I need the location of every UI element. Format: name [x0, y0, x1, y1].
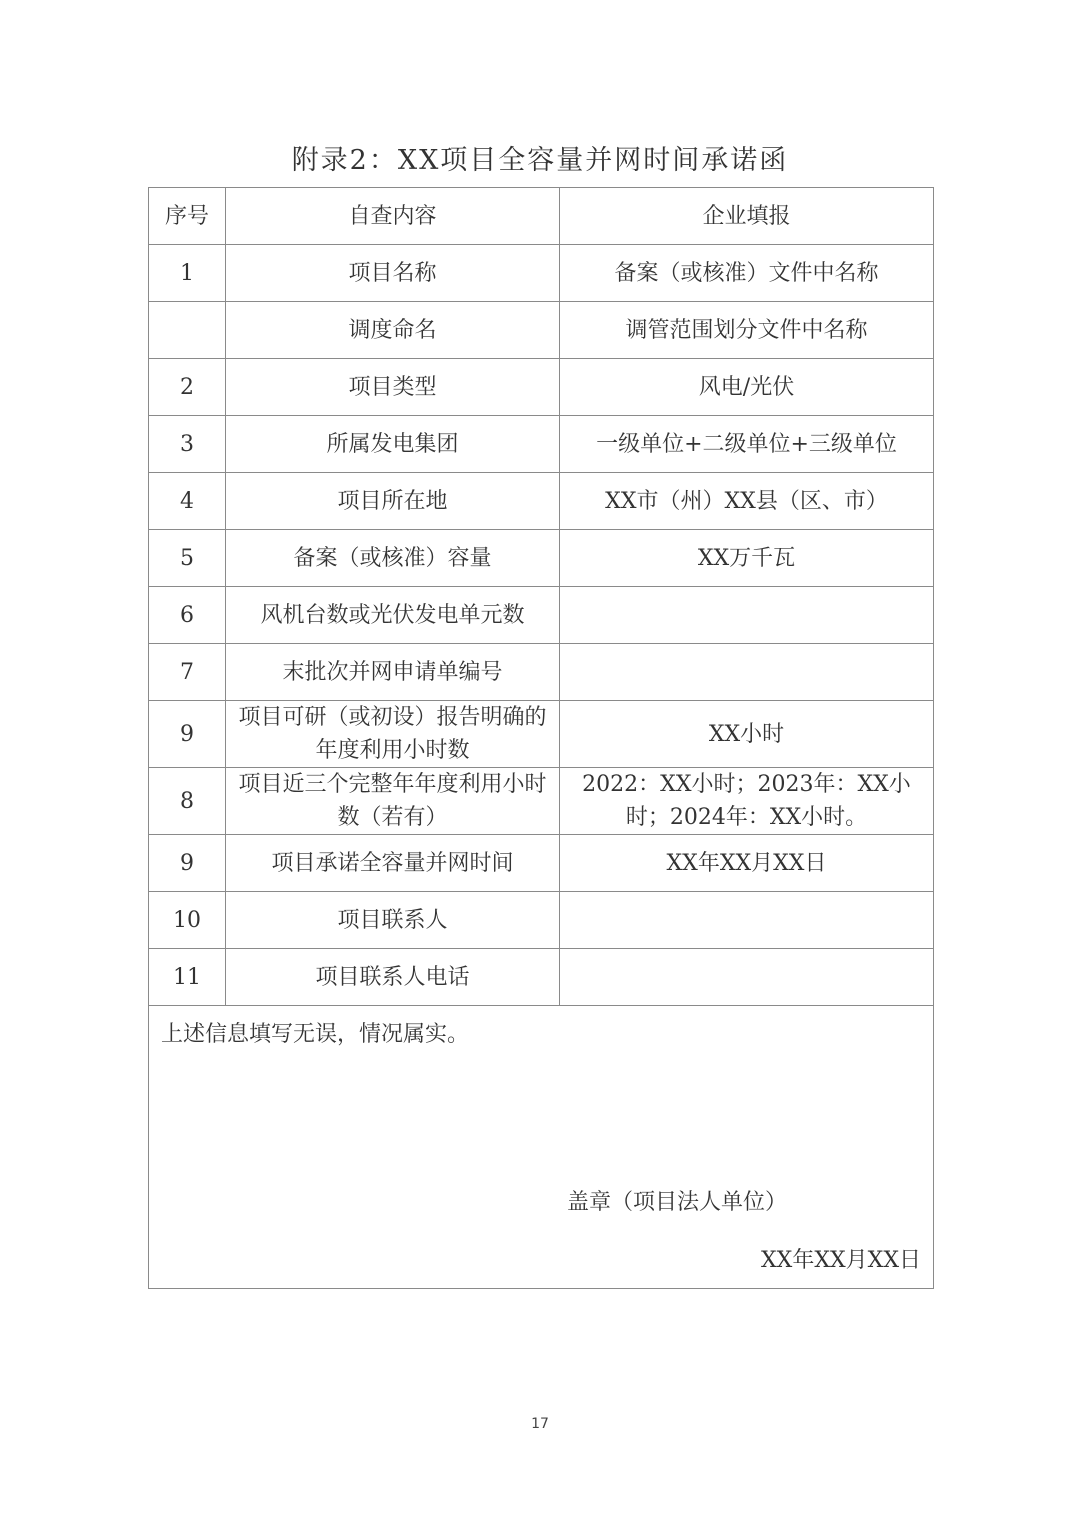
row-value: 风电/光伏 [560, 359, 934, 416]
row-value: XX年XX月XX日 [560, 835, 934, 892]
row-item: 风机台数或光伏发电单元数 [226, 587, 560, 644]
declaration-statement: 上述信息填写无误，情况属实。 [161, 1022, 470, 1047]
table-row [149, 701, 934, 768]
row-value: XX小时 [560, 701, 934, 768]
row-item: 项目所在地 [226, 473, 560, 530]
row-item: 项目类型 [226, 359, 560, 416]
table-header-row [149, 188, 934, 245]
row-value: 备案（或核准）文件中名称 [560, 245, 934, 302]
seal-label: 盖章（项目法人单位） [567, 1190, 788, 1215]
table-row [149, 530, 934, 587]
header-item: 自查内容 [226, 188, 560, 245]
row-serial: 2 [149, 359, 226, 416]
row-serial: 5 [149, 530, 226, 587]
table-row [149, 359, 934, 416]
row-value[interactable] [560, 949, 934, 1006]
declaration-row [149, 1006, 934, 1289]
row-serial: 9 [149, 701, 226, 768]
row-value[interactable] [560, 587, 934, 644]
row-item: 所属发电集团 [226, 416, 560, 473]
row-serial [149, 302, 226, 359]
page-number: 17 [531, 1416, 549, 1432]
row-value[interactable] [560, 644, 934, 701]
row-value: 调管范围划分文件中名称 [560, 302, 934, 359]
row-item: 项目名称 [226, 245, 560, 302]
row-item: 项目承诺全容量并网时间 [226, 835, 560, 892]
row-serial: 8 [149, 768, 226, 835]
commitment-table [148, 187, 934, 1289]
row-item: 项目联系人电话 [226, 949, 560, 1006]
row-value[interactable] [560, 892, 934, 949]
table-row [149, 416, 934, 473]
declaration-cell [149, 1006, 934, 1289]
page-title: 附录2：XX项目全容量并网时间承诺函 [291, 145, 789, 176]
table-row [149, 892, 934, 949]
row-serial: 1 [149, 245, 226, 302]
row-serial: 7 [149, 644, 226, 701]
header-serial: 序号 [149, 188, 226, 245]
row-value: XX市（州）XX县（区、市） [560, 473, 934, 530]
row-item: 项目可研（或初设）报告明确的年度利用小时数 [226, 701, 560, 768]
table-row [149, 768, 934, 835]
row-item: 调度命名 [226, 302, 560, 359]
row-serial: 3 [149, 416, 226, 473]
declaration-date: XX年XX月XX日 [761, 1248, 921, 1273]
row-serial: 4 [149, 473, 226, 530]
row-item: 末批次并网申请单编号 [226, 644, 560, 701]
table-row [149, 835, 934, 892]
row-item: 项目联系人 [226, 892, 560, 949]
table-row [149, 949, 934, 1006]
row-value: XX万千瓦 [560, 530, 934, 587]
row-item: 备案（或核准）容量 [226, 530, 560, 587]
header-value: 企业填报 [560, 188, 934, 245]
row-serial: 10 [149, 892, 226, 949]
row-serial: 11 [149, 949, 226, 1006]
row-serial: 6 [149, 587, 226, 644]
row-serial: 9 [149, 835, 226, 892]
table-row [149, 302, 934, 359]
table-row [149, 644, 934, 701]
table-row [149, 473, 934, 530]
table-row [149, 245, 934, 302]
row-item: 项目近三个完整年年度利用小时数（若有） [226, 768, 560, 835]
table-row [149, 587, 934, 644]
row-value: 一级单位+二级单位+三级单位 [560, 416, 934, 473]
row-value: 2022：XX小时；2023年：XX小时；2024年：XX小时。 [560, 768, 934, 835]
